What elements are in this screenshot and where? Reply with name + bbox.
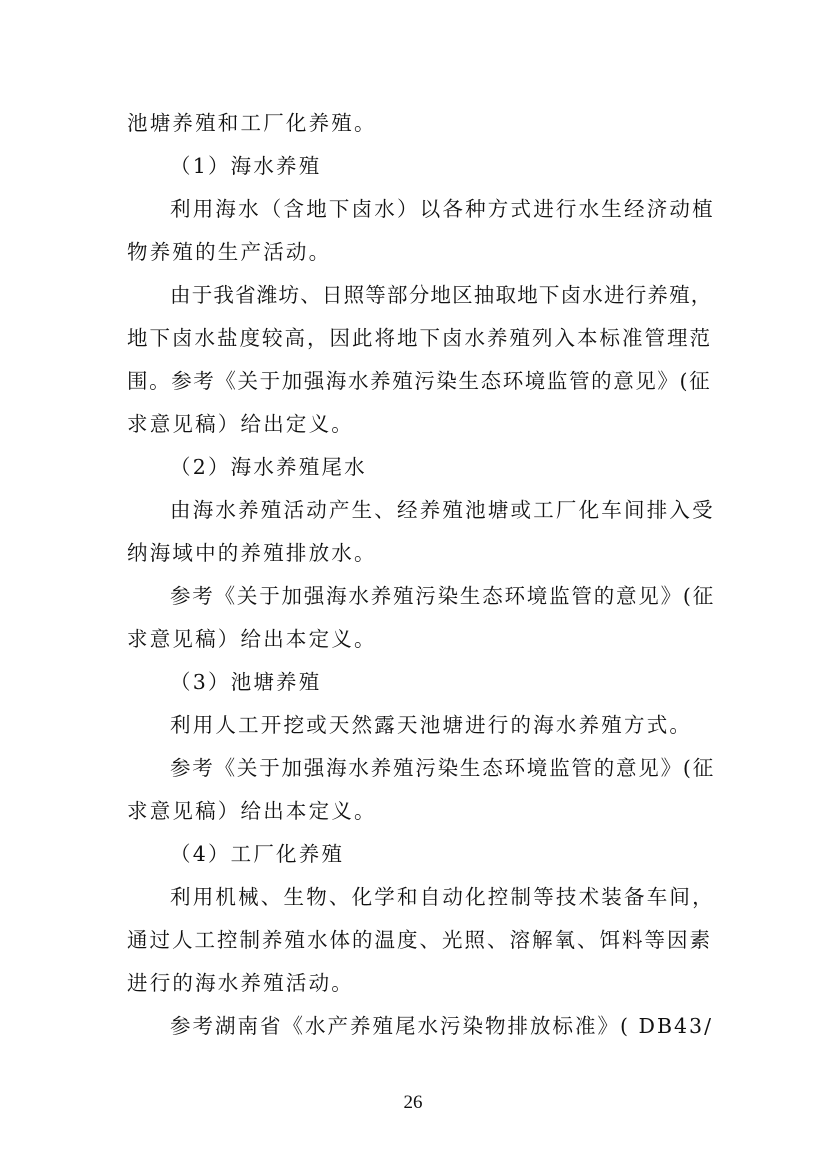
section-heading: （1）海水养殖 xyxy=(170,154,322,178)
body-text-line: 进行的海水养殖活动。 xyxy=(127,971,354,995)
page-number: 26 xyxy=(403,1092,423,1113)
body-text-line: 求意见稿）给出本定义。 xyxy=(127,627,377,651)
body-text-line: 围。参考《关于加强海水养殖污染生态环境监管的意见》(征 xyxy=(127,369,712,393)
body-text-line: 池塘养殖和工厂化养殖。 xyxy=(127,111,377,135)
paragraph-first-line: 参考湖南省《水产养殖尾水污染物排放标准》( DB43/ xyxy=(170,1014,714,1038)
body-text-line: 地下卤水盐度较高，因此将地下卤水养殖列入本标准管理范 xyxy=(127,326,712,350)
paragraph-first-line: 利用人工开挖或天然露天池塘进行的海水养殖方式。 xyxy=(170,713,693,737)
paragraph-first-line: 利用机械、生物、化学和自动化控制等技术装备车间， xyxy=(170,885,715,909)
paragraph-first-line: 由海水养殖活动产生、经养殖池塘或工厂化车间排入受 xyxy=(170,498,715,522)
paragraph-first-line: 参考《关于加强海水养殖污染生态环境监管的意见》(征 xyxy=(170,756,715,780)
body-text-line: 求意见稿）给出定义。 xyxy=(127,412,354,436)
paragraph-first-line: 利用海水（含地下卤水）以各种方式进行水生经济动植 xyxy=(170,197,715,221)
section-heading: （2）海水养殖尾水 xyxy=(170,455,367,479)
paragraph-first-line: 参考《关于加强海水养殖污染生态环境监管的意见》(征 xyxy=(170,584,715,608)
body-text-line: 纳海域中的养殖排放水。 xyxy=(127,541,377,565)
paragraph-first-line: 由于我省潍坊、日照等部分地区抽取地下卤水进行养殖， xyxy=(170,283,713,307)
section-heading: （4）工厂化养殖 xyxy=(170,842,345,866)
section-heading: （3）池塘养殖 xyxy=(170,670,322,694)
body-text-line: 通过人工控制养殖水体的温度、光照、溶解氧、饵料等因素 xyxy=(127,928,712,952)
body-text-line: 物养殖的生产活动。 xyxy=(127,240,332,264)
body-text-line: 求意见稿）给出本定义。 xyxy=(127,799,377,823)
